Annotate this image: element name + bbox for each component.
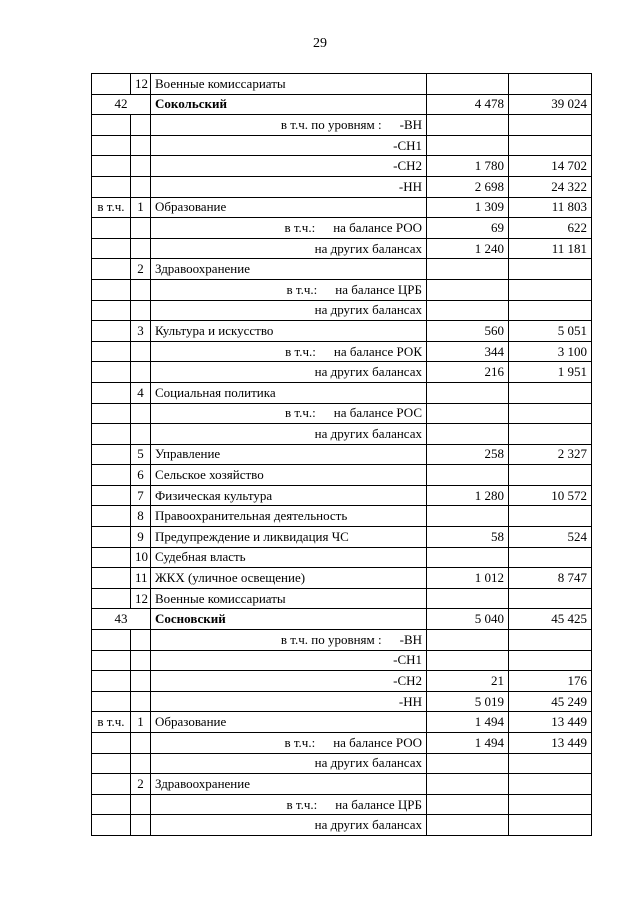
value-2-cell: 11 803 [509,197,592,218]
value-1-cell: 1 494 [427,733,509,754]
value-2-cell [509,650,592,671]
value-2-cell: 10 572 [509,485,592,506]
table-row [92,630,592,651]
subcategory-text: на других балансах [314,817,422,833]
value-1-cell: 69 [427,218,509,239]
value-1-cell [427,279,509,300]
table-row [92,547,592,568]
item-description-cell: Военные комиссариаты [151,74,427,95]
value-2-cell [509,465,592,486]
value-1-cell: 4 478 [427,94,509,115]
subcategory-cell [151,362,427,383]
item-description-cell: Культура и искусство [151,321,427,342]
item-number-cell [131,115,151,136]
value-2-cell [509,74,592,95]
item-number-cell [131,691,151,712]
subcategory-label: в т.ч.: [286,281,318,297]
table-row [92,774,592,795]
table-row [92,794,592,815]
item-number-cell: 2 [131,259,151,280]
item-description-cell: Правоохранительная деятельность [151,506,427,527]
table-row [92,341,592,362]
table-row [92,712,592,733]
subcategory-text: на балансе РОК [333,343,422,359]
table-row [92,218,592,239]
value-1-cell: 560 [427,321,509,342]
prefix-cell [92,465,131,486]
prefix-cell [92,135,131,156]
item-description-cell: Военные комиссариаты [151,588,427,609]
subcategory-cell [151,176,427,197]
item-number-cell [131,794,151,815]
value-2-cell: 2 327 [509,444,592,465]
subcategory-text: на балансе ЦРБ [335,796,422,812]
table-row [92,506,592,527]
district-number-cell: 42 [92,94,151,115]
subcategory-cell [151,733,427,754]
item-description-cell: Сельское хозяйство [151,465,427,486]
table-row [92,650,592,671]
item-description-cell: Образование [151,712,427,733]
prefix-cell [92,115,131,136]
subcategory-cell [151,753,427,774]
prefix-cell [92,794,131,815]
value-2-cell: 13 449 [509,712,592,733]
subcategory-text: на других балансах [314,755,422,771]
prefix-cell [92,588,131,609]
value-2-cell [509,547,592,568]
page-number: 29 [313,36,327,51]
prefix-cell [92,300,131,321]
subcategory-cell [151,135,427,156]
value-1-cell: 5 019 [427,691,509,712]
item-description-cell: Предупреждение и ликвидация ЧС [151,527,427,548]
prefix-cell [92,691,131,712]
table-row [92,733,592,754]
table-row [92,74,592,95]
value-1-cell: 1 012 [427,568,509,589]
item-number-cell [131,135,151,156]
subcategory-text: -НН [398,693,422,709]
prefix-cell [92,753,131,774]
value-1-cell [427,630,509,651]
prefix-cell [92,362,131,383]
table-row [92,485,592,506]
value-2-cell [509,115,592,136]
item-number-cell [131,300,151,321]
prefix-cell [92,444,131,465]
subcategory-cell [151,650,427,671]
value-1-cell: 2 698 [427,176,509,197]
value-1-cell [427,135,509,156]
prefix-cell [92,815,131,836]
value-2-cell: 14 702 [509,156,592,177]
table-row [92,424,592,445]
table-row [92,527,592,548]
item-number-cell: 9 [131,527,151,548]
prefix-cell [92,382,131,403]
subcategory-cell [151,691,427,712]
value-1-cell [427,300,509,321]
prefix-cell [92,485,131,506]
value-2-cell [509,753,592,774]
item-description-cell: Здравоохранение [151,259,427,280]
prefix-cell: в т.ч. [92,712,131,733]
value-2-cell [509,382,592,403]
data-table [91,73,592,836]
table-row [92,156,592,177]
subcategory-text: -СН2 [393,673,422,689]
value-2-cell [509,774,592,795]
value-1-cell [427,403,509,424]
value-2-cell [509,794,592,815]
value-1-cell: 21 [427,671,509,692]
prefix-cell [92,176,131,197]
value-1-cell: 1 309 [427,197,509,218]
subcategory-text: -ВН [399,116,422,132]
item-description-cell: Образование [151,197,427,218]
district-number-cell: 43 [92,609,151,630]
value-1-cell [427,588,509,609]
subcategory-text: на других балансах [314,425,422,441]
prefix-cell [92,259,131,280]
district-name-cell: Сокольский [151,94,427,115]
value-1-cell [427,506,509,527]
subcategory-text: -СН1 [393,652,422,668]
table-row [92,115,592,136]
item-number-cell: 11 [131,568,151,589]
value-1-cell [427,794,509,815]
item-description-cell: ЖКХ (уличное освещение) [151,568,427,589]
item-description-cell: Социальная политика [151,382,427,403]
table-row [92,279,592,300]
subcategory-label: в т.ч.: [285,405,316,421]
prefix-cell [92,527,131,548]
item-number-cell: 12 [131,588,151,609]
subcategory-cell [151,300,427,321]
item-number-cell [131,671,151,692]
subcategory-text: на балансе РОС [333,405,422,421]
table-row [92,465,592,486]
item-number-cell: 6 [131,465,151,486]
item-description-cell: Физическая культура [151,485,427,506]
value-1-cell: 258 [427,444,509,465]
table-row [92,362,592,383]
subcategory-cell [151,815,427,836]
prefix-cell: в т.ч. [92,197,131,218]
value-2-cell: 11 181 [509,238,592,259]
prefix-cell [92,568,131,589]
value-2-cell [509,300,592,321]
subcategory-text: на балансе РОО [333,734,422,750]
table-row [92,197,592,218]
prefix-cell [92,650,131,671]
value-2-cell: 8 747 [509,568,592,589]
subcategory-cell [151,279,427,300]
value-1-cell [427,547,509,568]
value-1-cell [427,815,509,836]
value-2-cell [509,259,592,280]
item-description-cell: Судебная власть [151,547,427,568]
subcategory-text: на балансе ЦРБ [335,281,422,297]
value-1-cell [427,774,509,795]
value-2-cell [509,630,592,651]
subcategory-text: -СН1 [393,137,422,153]
prefix-cell [92,321,131,342]
subcategory-text: -НН [398,178,422,194]
subcategory-cell [151,341,427,362]
table-body [92,74,592,836]
item-number-cell [131,403,151,424]
value-2-cell: 524 [509,527,592,548]
table-row [92,321,592,342]
item-number-cell: 3 [131,321,151,342]
table-row [92,135,592,156]
item-number-cell: 1 [131,712,151,733]
item-description-cell: Здравоохранение [151,774,427,795]
table-row [92,671,592,692]
item-number-cell: 4 [131,382,151,403]
item-number-cell [131,176,151,197]
value-1-cell [427,424,509,445]
item-description-cell: Управление [151,444,427,465]
item-number-cell: 8 [131,506,151,527]
subcategory-label: в т.ч.: [284,219,316,235]
table-row [92,444,592,465]
value-2-cell: 45 425 [509,609,592,630]
item-number-cell [131,362,151,383]
value-2-cell [509,279,592,300]
value-2-cell: 3 100 [509,341,592,362]
table-row [92,94,592,115]
table-row [92,382,592,403]
value-1-cell [427,115,509,136]
value-1-cell [427,259,509,280]
subcategory-text: на других балансах [314,364,422,380]
item-number-cell [131,650,151,671]
value-1-cell: 1 780 [427,156,509,177]
item-number-cell: 1 [131,197,151,218]
prefix-cell [92,774,131,795]
value-1-cell [427,753,509,774]
value-2-cell: 176 [509,671,592,692]
item-number-cell [131,156,151,177]
item-number-cell [131,341,151,362]
value-2-cell [509,424,592,445]
subcategory-label: в т.ч.: [285,343,316,359]
value-2-cell [509,815,592,836]
prefix-cell [92,74,131,95]
item-number-cell [131,815,151,836]
item-number-cell: 2 [131,774,151,795]
item-number-cell [131,753,151,774]
subcategory-cell [151,403,427,424]
subcategory-cell [151,156,427,177]
subcategory-text: на других балансах [314,240,422,256]
prefix-cell [92,671,131,692]
value-1-cell [427,650,509,671]
subcategory-cell [151,630,427,651]
value-1-cell: 344 [427,341,509,362]
item-number-cell [131,279,151,300]
prefix-cell [92,424,131,445]
subcategory-cell [151,794,427,815]
subcategory-text: -ВН [399,631,422,647]
subcategory-cell [151,671,427,692]
value-2-cell [509,506,592,527]
subcategory-label: в т.ч.: [284,734,316,750]
prefix-cell [92,403,131,424]
value-2-cell: 5 051 [509,321,592,342]
value-2-cell [509,588,592,609]
subcategory-text: -СН2 [393,158,422,174]
prefix-cell [92,156,131,177]
subcategory-cell [151,218,427,239]
subcategory-text: на балансе РОО [333,219,422,235]
table-row [92,753,592,774]
table-row [92,568,592,589]
district-name-cell: Сосновский [151,609,427,630]
value-1-cell [427,465,509,486]
value-1-cell [427,74,509,95]
table-row [92,238,592,259]
prefix-cell [92,279,131,300]
table-row [92,259,592,280]
prefix-cell [92,630,131,651]
value-2-cell: 39 024 [509,94,592,115]
prefix-cell [92,238,131,259]
item-number-cell [131,733,151,754]
table-row [92,588,592,609]
subcategory-label: в т.ч. по уровням : [280,116,382,132]
prefix-cell [92,218,131,239]
table-row [92,403,592,424]
item-number-cell: 10 [131,547,151,568]
value-1-cell [427,382,509,403]
value-2-cell [509,135,592,156]
item-number-cell: 7 [131,485,151,506]
subcategory-label: в т.ч. по уровням : [280,631,382,647]
item-number-cell: 12 [131,74,151,95]
table-row [92,691,592,712]
prefix-cell [92,506,131,527]
value-2-cell: 622 [509,218,592,239]
value-2-cell: 1 951 [509,362,592,383]
value-1-cell: 1 280 [427,485,509,506]
item-number-cell [131,630,151,651]
table-row [92,815,592,836]
value-1-cell: 1 494 [427,712,509,733]
subcategory-text: на других балансах [314,302,422,318]
subcategory-cell [151,115,427,136]
value-2-cell: 24 322 [509,176,592,197]
subcategory-cell [151,238,427,259]
prefix-cell [92,547,131,568]
item-number-cell: 5 [131,444,151,465]
prefix-cell [92,733,131,754]
value-2-cell [509,403,592,424]
value-2-cell: 45 249 [509,691,592,712]
table-row [92,176,592,197]
item-number-cell [131,238,151,259]
prefix-cell [92,341,131,362]
value-1-cell: 5 040 [427,609,509,630]
value-1-cell: 58 [427,527,509,548]
table-row [92,300,592,321]
table-row [92,609,592,630]
value-1-cell: 216 [427,362,509,383]
subcategory-label: в т.ч.: [286,796,318,812]
item-number-cell [131,218,151,239]
value-2-cell: 13 449 [509,733,592,754]
value-1-cell: 1 240 [427,238,509,259]
subcategory-cell [151,424,427,445]
item-number-cell [131,424,151,445]
